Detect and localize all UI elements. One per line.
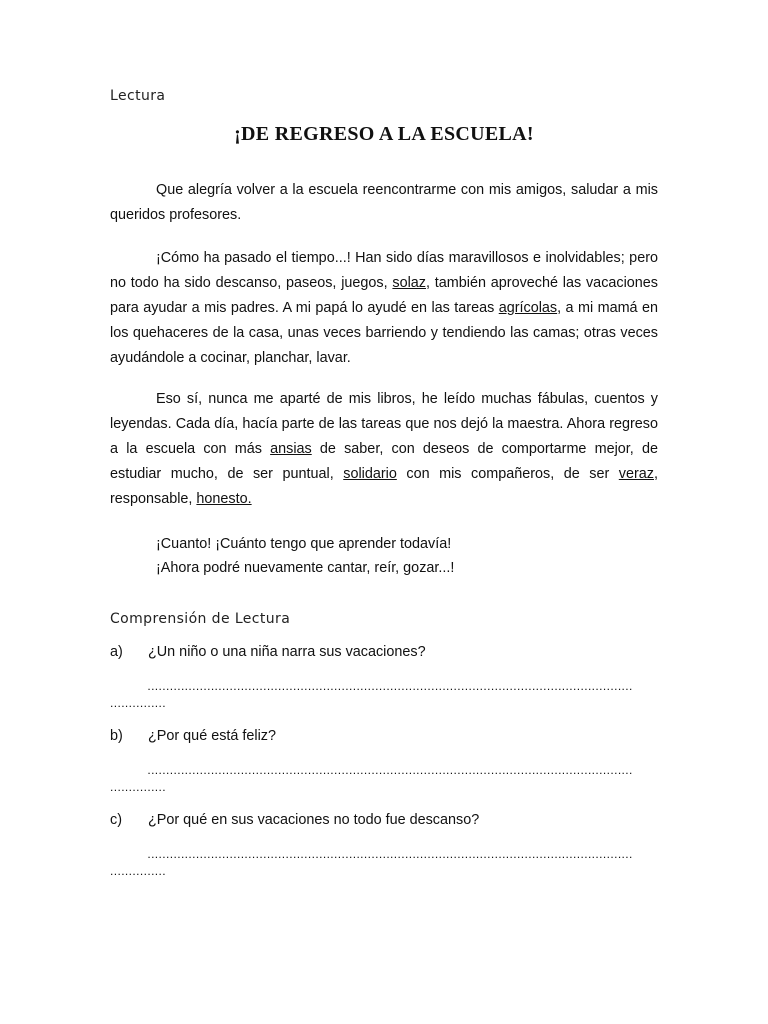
answer-line-b-continued[interactable]: ...............: [110, 780, 167, 794]
paragraph-3-text-d: , responsable,: [110, 466, 658, 507]
paragraph-3-text-b: de saber, con deseos de comportarme mejor, de estudiar mucho, de ser puntual,: [110, 441, 658, 482]
question-letter: a): [110, 644, 123, 660]
answer-line-c[interactable]: ..................................................................................................................................: [110, 847, 633, 861]
paragraph-3-text-c: con mis compañeros, de ser: [396, 466, 619, 482]
underlined-word-honesto: honesto.: [196, 491, 252, 507]
paragraph-1: Que alegría volver a la escuela reencontrarme con mis amigos, saludar a mis queridos profesores.: [110, 182, 658, 223]
answer-line-b[interactable]: ..................................................................................................................................: [110, 763, 633, 777]
underlined-word-veraz: veraz: [618, 466, 654, 482]
answer-line-a[interactable]: ..................................................................................................................................: [110, 679, 633, 693]
paragraph-2-text-a: ¡Cómo ha pasado el tiempo...! Han sido días maravillosos e inolvidables; pero no todo ha sido descanso, paseos, juegos,: [110, 250, 658, 291]
underlined-word-solidario: solidario: [343, 466, 397, 482]
answer-line-c-continued[interactable]: ...............: [110, 864, 167, 878]
answer-line-a-continued[interactable]: ...............: [110, 696, 167, 710]
paragraph-2-text-c: , a mi mamá en los quehaceres de la casa, unas veces barriendo y tendiendo las camas; otras veces ayudándole a cocinar, planchar, lavar.: [110, 300, 658, 366]
underlined-word-agricolas: agrícolas: [498, 300, 558, 316]
question-a: [110, 644, 426, 660]
paragraph-3: [110, 387, 658, 512]
section-label-lectura: Lectura: [110, 88, 166, 104]
document-title: ¡DE REGRESO A LA ESCUELA!: [234, 123, 534, 145]
underlined-word-ansias: ansias: [270, 441, 312, 457]
question-c: [110, 812, 479, 828]
underlined-word-solaz: solaz: [392, 275, 427, 291]
exclamation-line-2: ¡Ahora podré nuevamente cantar, reír, gozar...!: [156, 560, 455, 576]
question-b: [110, 728, 276, 744]
question-text: ¿Por qué está feliz?: [148, 728, 276, 744]
paragraph-2: [110, 246, 658, 371]
question-letter: c): [110, 812, 122, 828]
exclamation-line-1: ¡Cuanto! ¡Cuánto tengo que aprender todavía!: [156, 536, 452, 552]
paragraph-2-text-b: , también aproveché las vacaciones para ayudar a mis padres. A mi papá lo ayudé en las tareas: [110, 275, 658, 316]
paragraph-3-text-a: Eso sí, nunca me aparté de mis libros, he leído muchas fábulas, cuentos y leyendas. Cada día, hacía parte de las tareas que nos dejó la maestra. Ahora regreso a la escuela con más: [110, 391, 658, 457]
question-text: ¿Un niño o una niña narra sus vacaciones?: [148, 644, 426, 660]
comprehension-heading: Comprensión de Lectura: [110, 611, 291, 627]
question-text: ¿Por qué en sus vacaciones no todo fue descanso?: [148, 812, 480, 828]
question-letter: b): [110, 728, 123, 744]
